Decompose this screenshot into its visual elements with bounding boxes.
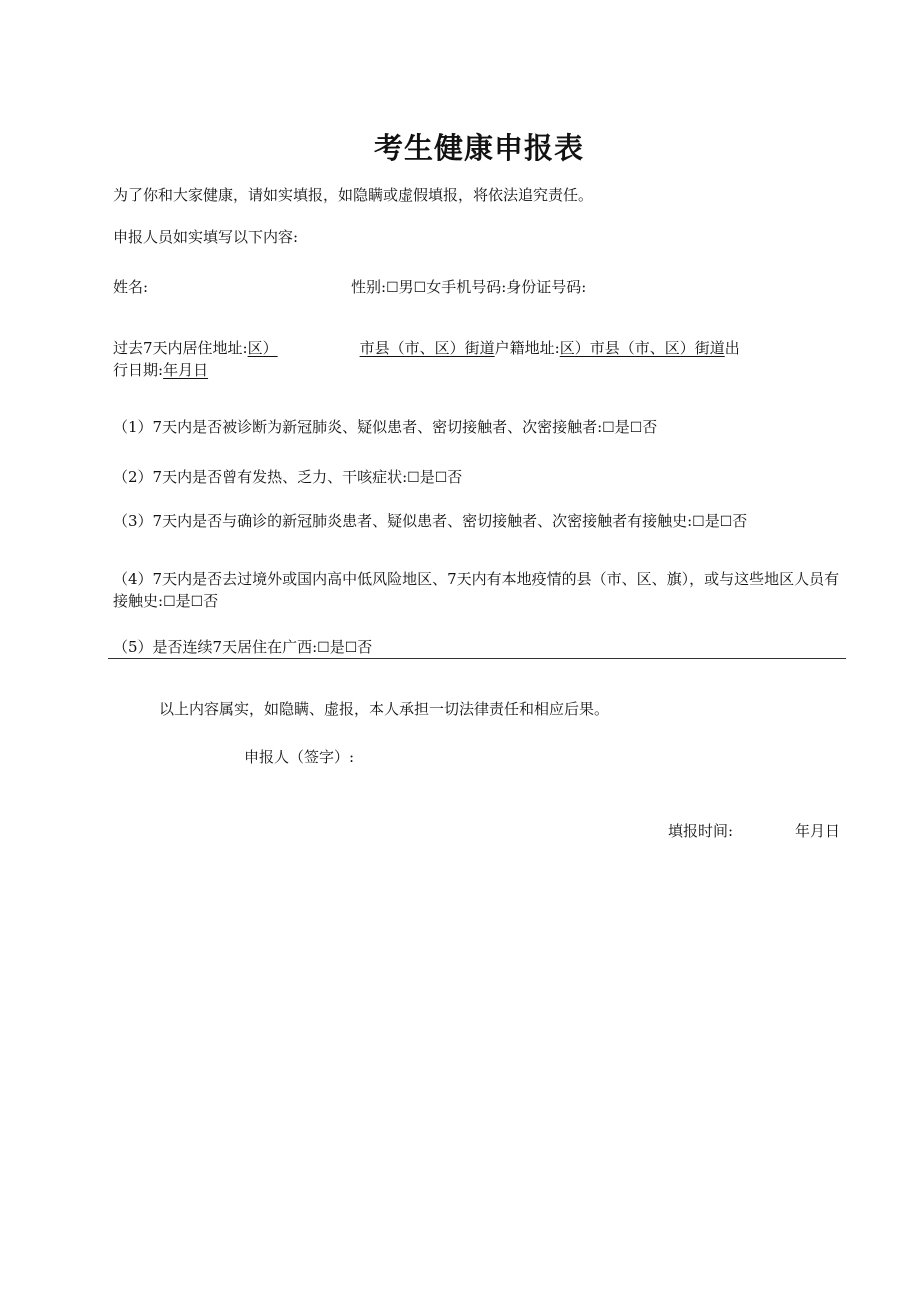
household-value[interactable]: 区）市县（市、区）街道 [559, 339, 725, 357]
gender-female-checkbox[interactable]: ☐ [413, 280, 427, 296]
intro-text: 为了你和大家健康，请如实填报，如隐瞒或虚假填报，将依法追究责任。 [113, 186, 594, 204]
question-5 [113, 636, 841, 659]
yes-checkbox[interactable]: ☐ [692, 514, 705, 530]
gender-female-label: 女 [426, 278, 442, 296]
household-label: 户籍地址: [494, 339, 560, 357]
question-1 [113, 416, 841, 439]
fill-time-label: 填报时间: [668, 822, 734, 840]
signature-label: 申报人（签字）: [244, 748, 355, 766]
question-number: （4） [113, 570, 153, 588]
question-text: 7天内是否曾有发热、乏力、干咳症状: [152, 468, 408, 486]
no-label: 否 [203, 592, 219, 610]
question-2 [113, 466, 841, 489]
question-text: 是否连续7天居住在广西: [152, 638, 318, 656]
no-checkbox[interactable]: ☐ [434, 470, 448, 486]
yes-label: 是 [329, 638, 345, 656]
yes-label: 是 [704, 512, 720, 530]
question-number: （3） [113, 512, 153, 530]
yes-checkbox[interactable]: ☐ [163, 594, 176, 610]
phone-label: 手机号码: [441, 278, 507, 296]
yes-label: 是 [614, 418, 630, 436]
question-number: （1） [113, 418, 153, 436]
residence-value-2[interactable]: 市县（市、区）街道 [359, 339, 495, 357]
yes-checkbox[interactable]: ☐ [407, 470, 420, 486]
id-number-label: 身份证号码: [506, 278, 587, 296]
no-label: 否 [732, 512, 748, 530]
yes-checkbox[interactable]: ☐ [602, 420, 615, 436]
no-label: 否 [642, 418, 658, 436]
yes-label: 是 [419, 468, 435, 486]
no-checkbox[interactable]: ☐ [719, 514, 733, 530]
no-checkbox[interactable]: ☐ [629, 420, 643, 436]
no-checkbox[interactable]: ☐ [344, 640, 358, 656]
declaration-text: 以上内容属实，如隐瞒、虚报，本人承担一切法律责任和相应后果。 [159, 700, 610, 718]
question-number: （5） [113, 638, 153, 656]
residence-blank[interactable] [278, 337, 360, 359]
departure-label: 行日期: [113, 361, 164, 379]
question-text: 7天内是否去过境外或国内高中低风险地区、7天内有本地疫情的县（市、区、旗），或与这些地区人员有接触史: [113, 570, 840, 610]
question-number: （2） [113, 468, 153, 486]
section-divider [108, 658, 846, 659]
yes-label: 是 [175, 592, 191, 610]
gender-row [351, 276, 586, 299]
departure-value[interactable]: 年月日 [163, 361, 209, 379]
no-label: 否 [357, 638, 373, 656]
instruction-text: 申报人员如实填写以下内容: [113, 228, 299, 246]
gender-label: 性别: [351, 278, 387, 296]
fill-time-value[interactable]: 年月日 [795, 822, 841, 840]
question-3 [113, 510, 841, 533]
address-block [113, 337, 841, 381]
departure-tail: 出 [724, 339, 740, 357]
residence-label: 过去7天内居住地址: [113, 339, 248, 357]
question-text: 7天内是否被诊断为新冠肺炎、疑似患者、密切接触者、次密接触者: [152, 418, 603, 436]
no-label: 否 [447, 468, 463, 486]
name-label: 姓名: [113, 278, 149, 296]
page-title: 考生健康申报表 [373, 131, 584, 165]
question-text: 7天内是否与确诊的新冠肺炎患者、疑似患者、密切接触者、次密接触者有接触史: [152, 512, 693, 530]
yes-checkbox[interactable]: ☐ [317, 640, 330, 656]
no-checkbox[interactable]: ☐ [190, 594, 204, 610]
gender-male-checkbox[interactable]: ☐ [386, 280, 399, 296]
question-4 [113, 568, 841, 613]
residence-value-1[interactable]: 区） [247, 339, 278, 357]
gender-male-label: 男 [398, 278, 414, 296]
